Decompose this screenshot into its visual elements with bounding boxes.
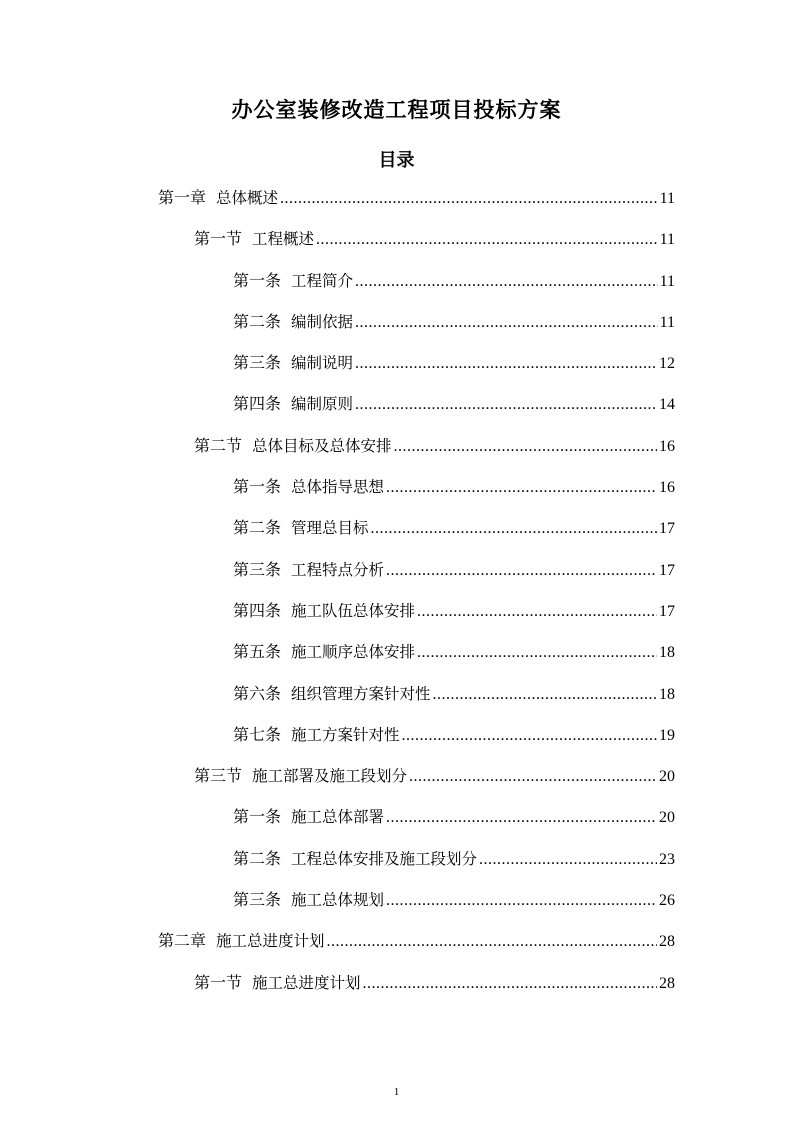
toc-entry-page: 26 (659, 892, 675, 910)
toc-entry-title: 施工部署及施工段划分 (252, 767, 408, 786)
toc-entry-number: 第一条 (233, 270, 282, 290)
toc-entry[interactable] (0, 391, 793, 432)
toc-leader-dots (402, 727, 657, 745)
toc-leader-dots (355, 396, 657, 414)
toc-entry-number: 第六条 (233, 683, 282, 703)
toc-entry[interactable] (0, 887, 793, 928)
page-number: 1 (393, 1086, 400, 1098)
toc-entry-page: 28 (659, 974, 675, 992)
toc-entry[interactable] (0, 474, 793, 515)
toc-entry-title: 施工队伍总体安排 (291, 601, 416, 620)
toc-entry[interactable] (0, 350, 793, 391)
toc-entry-title: 总体指导思想 (291, 478, 385, 497)
toc-entry-page: 23 (659, 850, 675, 868)
toc-entry-number: 第一条 (233, 477, 282, 497)
toc-leader-dots (355, 314, 658, 332)
document-title: 办公室装修改造工程项目投标方案 (231, 98, 562, 122)
toc-entry-title: 施工总体部署 (291, 808, 385, 827)
toc-entry[interactable] (0, 598, 793, 639)
toc-leader-dots (355, 273, 658, 291)
toc-entry-title: 编制原则 (291, 395, 354, 414)
toc-entry-number: 第一章 (158, 188, 207, 207)
table-of-contents (0, 185, 793, 1011)
toc-entry-page: 20 (659, 809, 675, 827)
toc-entry[interactable] (0, 309, 793, 350)
toc-leader-dots (316, 231, 658, 249)
toc-entry[interactable] (0, 681, 793, 722)
toc-entry-number: 第一节 (194, 229, 243, 249)
toc-leader-dots (327, 933, 657, 951)
toc-entry-title: 施工总进度计划 (216, 932, 325, 951)
toc-entry-number: 第四条 (233, 394, 282, 414)
toc-heading: 目录 (378, 150, 415, 171)
toc-entry-title: 施工方案针对性 (291, 725, 400, 744)
toc-entry-page: 17 (659, 561, 675, 579)
toc-entry[interactable] (0, 557, 793, 598)
toc-entry-title: 工程总体安排及施工段划分 (291, 849, 478, 868)
toc-entry[interactable] (0, 804, 793, 845)
toc-entry[interactable] (0, 763, 793, 804)
toc-entry-number: 第一节 (194, 972, 243, 992)
toc-entry[interactable] (0, 433, 793, 474)
toc-entry-page: 16 (659, 437, 675, 455)
toc-entry[interactable] (0, 722, 793, 763)
toc-entry-title: 总体目标及总体安排 (252, 436, 392, 455)
toc-entry-page: 11 (659, 190, 675, 207)
toc-entry-title: 组织管理方案针对性 (291, 684, 431, 703)
toc-entry-number: 第五条 (233, 642, 282, 662)
toc-leader-dots (280, 190, 658, 208)
toc-entry-page: 16 (659, 479, 675, 497)
toc-entry-title: 施工总进度计划 (252, 973, 361, 992)
toc-entry-page: 19 (659, 726, 675, 744)
toc-entry-number: 第七条 (233, 724, 282, 744)
toc-leader-dots (417, 644, 657, 662)
toc-entry[interactable] (0, 970, 793, 1011)
toc-leader-dots (433, 686, 657, 704)
toc-entry-number: 第四条 (233, 600, 282, 620)
toc-entry-number: 第二条 (233, 518, 282, 538)
toc-entry-page: 20 (659, 768, 675, 786)
toc-entry[interactable] (0, 185, 793, 226)
toc-entry[interactable] (0, 515, 793, 556)
toc-entry-page: 11 (659, 231, 675, 249)
toc-entry[interactable] (0, 639, 793, 680)
toc-entry-number: 第二节 (194, 435, 243, 455)
toc-entry-number: 第三条 (233, 559, 282, 579)
toc-entry[interactable] (0, 928, 793, 969)
toc-entry-title: 工程概述 (252, 230, 315, 249)
toc-entry-number: 第二条 (233, 311, 282, 331)
toc-leader-dots (394, 438, 657, 456)
toc-entry-number: 第二章 (158, 931, 207, 951)
toc-leader-dots (417, 603, 657, 621)
toc-entry-title: 编制说明 (291, 354, 354, 373)
toc-entry-number: 第三条 (233, 890, 282, 910)
toc-entry-title: 施工顺序总体安排 (291, 643, 416, 662)
toc-leader-dots (363, 975, 657, 993)
toc-entry-title: 编制依据 (291, 312, 354, 331)
toc-leader-dots (371, 520, 657, 538)
toc-entry[interactable] (0, 846, 793, 887)
toc-entry-title: 总体概述 (216, 189, 279, 207)
toc-leader-dots (386, 809, 657, 827)
toc-entry-page: 18 (659, 644, 675, 662)
toc-entry-page: 18 (659, 685, 675, 703)
toc-entry-number: 第三节 (194, 766, 243, 786)
toc-entry-page: 14 (659, 396, 675, 414)
toc-leader-dots (386, 479, 657, 497)
toc-entry-title: 管理总目标 (291, 519, 369, 538)
toc-entry[interactable] (0, 226, 793, 267)
toc-entry-page: 12 (659, 355, 675, 373)
toc-entry-page: 11 (659, 272, 675, 290)
toc-entry-page: 17 (659, 602, 675, 620)
toc-entry-number: 第三条 (233, 353, 282, 373)
toc-entry-page: 11 (659, 313, 675, 331)
toc-leader-dots (479, 851, 657, 869)
toc-entry-page: 17 (659, 520, 675, 538)
toc-entry[interactable] (0, 268, 793, 309)
toc-leader-dots (355, 355, 657, 373)
toc-entry-title: 施工总体规划 (291, 891, 385, 910)
toc-entry-page: 28 (659, 933, 675, 951)
toc-leader-dots (386, 562, 657, 580)
toc-entry-title: 工程特点分析 (291, 560, 385, 579)
toc-leader-dots (386, 892, 657, 910)
toc-entry-number: 第二条 (233, 848, 282, 868)
toc-leader-dots (409, 768, 657, 786)
toc-entry-title: 工程简介 (291, 271, 354, 290)
toc-entry-number: 第一条 (233, 807, 282, 827)
